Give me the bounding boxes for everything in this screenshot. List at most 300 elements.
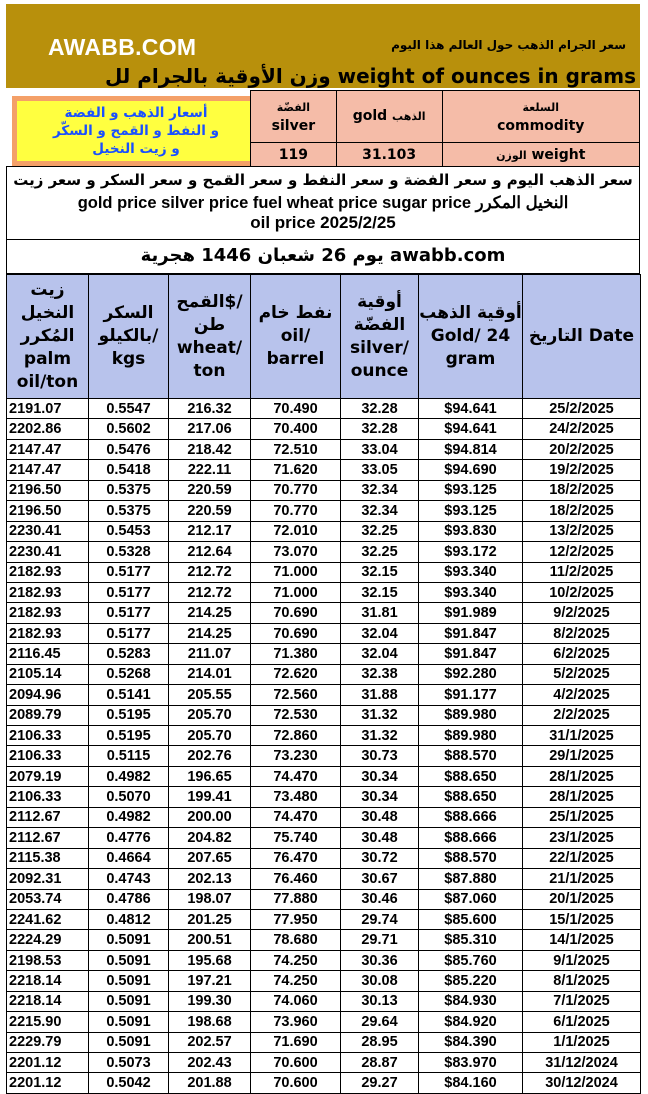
palm-cell: 2218.14 [7,971,89,991]
table-row [7,521,641,541]
price-table-body [7,399,641,1094]
header-line: wheat/ [176,337,243,358]
wheat-cell: 212.72 [169,582,251,602]
header-line: silver/ [350,337,409,358]
date-cell: 13/2/2025 [523,521,641,541]
gold-cell: $93.830 [419,521,523,541]
silver-cell: 28.95 [341,1032,419,1052]
gold-cell: $94.641 [419,399,523,419]
gold-cell: $94.814 [419,439,523,459]
date-cell: 6/1/2025 [523,1012,641,1032]
sugar-cell: 0.5091 [89,991,169,1011]
wheat-cell: 214.25 [169,603,251,623]
palm-cell: 2106.33 [7,787,89,807]
silver-cell: 29.27 [341,1073,419,1093]
palm-cell: 2182.93 [7,623,89,643]
palm-cell: 2079.19 [7,766,89,786]
table-row [7,419,641,439]
promo-line: و النفط و القمح و السكّر [53,123,219,139]
wheat-cell: 197.21 [169,971,251,991]
date-cell: 8/2/2025 [523,623,641,643]
gold-cell: $88.570 [419,746,523,766]
silver-cell: 31.81 [341,603,419,623]
table-row [7,1053,641,1073]
sugar-cell: 0.5141 [89,685,169,705]
oil-cell: 74.250 [251,950,341,970]
oil-cell: 73.480 [251,787,341,807]
silver-cell: 31.32 [341,705,419,725]
oil-cell: 74.470 [251,807,341,827]
oil-cell: 73.230 [251,746,341,766]
date-cell: 24/2/2025 [523,419,641,439]
table-row [7,787,641,807]
silver-cell: 33.05 [341,460,419,480]
sugar-cell: 0.5091 [89,950,169,970]
description-line-en: gold price silver price fuel wheat price sugar price النخيل المكرر [77,194,569,212]
wheat-cell: 220.59 [169,480,251,500]
palm-cell: 2230.41 [7,542,89,562]
wheat-header [169,275,251,399]
date-cell: 2/2/2025 [523,705,641,725]
sugar-cell: 0.5547 [89,399,169,419]
sugar-cell: 0.4743 [89,869,169,889]
date-cell: 14/1/2025 [523,930,641,950]
sugar-cell: 0.5177 [89,623,169,643]
header-line: kgs [111,349,146,369]
wheat-cell: 214.25 [169,623,251,643]
date-cell: 20/2/2025 [523,439,641,459]
header-line: المُكرر [20,326,75,346]
gold-cell: $94.690 [419,460,523,480]
palm-cell: 2201.12 [7,1073,89,1093]
date-cell: 18/2/2025 [523,480,641,500]
table-row [7,828,641,848]
silver-cell: 30.67 [341,869,419,889]
gold-cell: $91.177 [419,685,523,705]
sugar-cell: 0.4982 [89,766,169,786]
silver-cell: 30.48 [341,807,419,827]
oil-cell: 70.690 [251,603,341,623]
header-line: Gold/ 24 [430,326,511,346]
date-cell: 8/1/2025 [523,971,641,991]
date-cell: 28/1/2025 [523,766,641,786]
table-row [7,950,641,970]
date-cell: 20/1/2025 [523,889,641,909]
gold-cell: $85.220 [419,971,523,991]
wheat-cell: 212.64 [169,542,251,562]
date-cell: 7/1/2025 [523,991,641,1011]
oil-cell: 70.600 [251,1053,341,1073]
palm-cell: 2105.14 [7,664,89,684]
table-row [7,480,641,500]
header-line: oil/ton [16,372,79,392]
gold-cell: $92.280 [419,664,523,684]
header-line: القمح$/ [176,291,243,312]
wheat-cell: 212.17 [169,521,251,541]
oil-cell: 71.620 [251,460,341,480]
oil-cell: 72.860 [251,726,341,746]
palm-cell: 2053.74 [7,889,89,909]
silver-cell: 32.25 [341,542,419,562]
gold-cell: $84.160 [419,1073,523,1093]
date-cell: 5/2/2025 [523,664,641,684]
silver-cell: 32.04 [341,623,419,643]
silver-cell: 32.25 [341,521,419,541]
commodity-header: السلعة commodity [442,91,639,143]
header-line: النخيل [20,303,75,323]
sugar-cell: 0.5091 [89,1012,169,1032]
promo-box [12,96,260,166]
table-row [7,542,641,562]
date-cell: 21/1/2025 [523,869,641,889]
header-line: palm [23,349,72,369]
gold-cell: $88.650 [419,787,523,807]
gold-cell: $94.641 [419,419,523,439]
palm-oil-header [7,275,89,399]
oil-cell: 71.690 [251,1032,341,1052]
gold-cell: $84.930 [419,991,523,1011]
gold-cell: $88.650 [419,766,523,786]
date-cell: 29/1/2025 [523,746,641,766]
gold-cell: $87.060 [419,889,523,909]
description-block [6,166,640,240]
sugar-cell: 0.5283 [89,644,169,664]
header-line: السكر [103,303,154,323]
weight-label: الوزن weight [442,143,639,167]
ounce-weight-title: وزن الأوقية بالجرام لل weight of ounces in grams [104,64,636,88]
silver-cell: 31.32 [341,726,419,746]
header-line: زيت [30,280,65,300]
silver-cell: 32.34 [341,501,419,521]
gold-cell: $93.172 [419,542,523,562]
oil-cell: 74.060 [251,991,341,1011]
commodity-weight-table [250,90,640,167]
oil-cell: 70.770 [251,480,341,500]
table-row [7,664,641,684]
date-cell: 4/2/2025 [523,685,641,705]
sugar-cell: 0.5375 [89,480,169,500]
palm-cell: 2094.96 [7,685,89,705]
palm-cell: 2196.50 [7,501,89,521]
silver-cell: 30.48 [341,828,419,848]
wheat-cell: 214.01 [169,664,251,684]
palm-cell: 2112.67 [7,807,89,827]
date-cell: 30/12/2024 [523,1073,641,1093]
wheat-cell: 207.65 [169,848,251,868]
date-cell: 28/1/2025 [523,787,641,807]
table-row [7,460,641,480]
oil-header [251,275,341,399]
silver-cell: 32.28 [341,419,419,439]
silver-cell: 32.38 [341,664,419,684]
date-cell: 1/1/2025 [523,1032,641,1052]
table-row [7,1032,641,1052]
wheat-cell: 216.32 [169,399,251,419]
wheat-cell: 205.70 [169,726,251,746]
palm-cell: 2115.38 [7,848,89,868]
gold-cell: $93.125 [419,501,523,521]
sugar-header [89,275,169,399]
oil-cell: 74.250 [251,971,341,991]
palm-cell: 2182.93 [7,603,89,623]
palm-cell: 2198.53 [7,950,89,970]
silver-cell: 32.28 [341,399,419,419]
wheat-cell: 202.43 [169,1053,251,1073]
table-row [7,623,641,643]
silver-cell: 30.36 [341,950,419,970]
wheat-cell: 205.70 [169,705,251,725]
header-line: التاريخ Date [528,326,635,346]
palm-cell: 2092.31 [7,869,89,889]
oil-cell: 70.770 [251,501,341,521]
palm-cell: 2112.67 [7,828,89,848]
table-row [7,807,641,827]
oil-cell: 70.490 [251,399,341,419]
date-cell: 19/2/2025 [523,460,641,480]
oil-cell: 72.010 [251,521,341,541]
sugar-cell: 0.5070 [89,787,169,807]
date-cell: 9/1/2025 [523,950,641,970]
wheat-cell: 195.68 [169,950,251,970]
oil-cell: 72.530 [251,705,341,725]
table-row [7,705,641,725]
header-line: barrel [266,349,325,369]
oil-cell: 77.950 [251,909,341,929]
table-row [7,909,641,929]
wheat-cell: 201.25 [169,909,251,929]
table-row [7,1073,641,1093]
wheat-cell: 218.42 [169,439,251,459]
gold-header [419,275,523,399]
silver-cell: 32.04 [341,644,419,664]
silver-cell: 32.34 [341,480,419,500]
header-line: بالكيلو/ [98,326,159,346]
gold-weight: 31.103 [336,143,442,167]
wheat-cell: 202.57 [169,1032,251,1052]
header-line: أوقية الذهب [419,303,522,323]
sugar-cell: 0.5177 [89,562,169,582]
sugar-cell: 0.5073 [89,1053,169,1073]
sugar-cell: 0.5042 [89,1073,169,1093]
table-row [7,399,641,419]
table-row [7,848,641,868]
sugar-cell: 0.5115 [89,746,169,766]
table-row [7,439,641,459]
header-line: gram [445,349,496,369]
palm-cell: 2182.93 [7,562,89,582]
table-row [7,766,641,786]
silver-header [341,275,419,399]
weight-row [251,143,640,167]
table-row [7,746,641,766]
date-cell: 18/2/2025 [523,501,641,521]
gold-cell: $91.989 [419,603,523,623]
date-cell: 25/1/2025 [523,807,641,827]
description-line-date: oil price 2025/2/25 [250,213,396,232]
wheat-cell: 205.55 [169,685,251,705]
silver-cell: 30.13 [341,991,419,1011]
oil-cell: 70.600 [251,1073,341,1093]
silver-header: الفضّة silver [251,91,337,143]
palm-cell: 2089.79 [7,705,89,725]
palm-cell: 2218.14 [7,991,89,1011]
sugar-cell: 0.5091 [89,930,169,950]
gold-cell: $84.920 [419,1012,523,1032]
wheat-cell: 199.30 [169,991,251,1011]
table-row [7,726,641,746]
date-cell: 22/1/2025 [523,848,641,868]
sugar-cell: 0.5453 [89,521,169,541]
wheat-cell: 202.76 [169,746,251,766]
date-cell: 6/2/2025 [523,644,641,664]
palm-cell: 2191.07 [7,399,89,419]
gold-cell: $85.600 [419,909,523,929]
gold-cell: $85.310 [419,930,523,950]
table-row [7,582,641,602]
palm-cell: 2116.45 [7,644,89,664]
palm-cell: 2106.33 [7,746,89,766]
oil-cell: 76.470 [251,848,341,868]
oil-cell: 71.000 [251,582,341,602]
date-cell: 23/1/2025 [523,828,641,848]
sugar-cell: 0.4812 [89,909,169,929]
table-row [7,685,641,705]
oil-cell: 73.960 [251,1012,341,1032]
wheat-cell: 222.11 [169,460,251,480]
site-name[interactable]: AWABB.COM [48,34,197,60]
date-cell: 15/1/2025 [523,909,641,929]
gold-cell: $83.970 [419,1053,523,1073]
wheat-cell: 198.07 [169,889,251,909]
silver-cell: 31.88 [341,685,419,705]
header-line: oil/ [280,326,311,346]
silver-cell: 30.73 [341,746,419,766]
header-line: طن [193,314,226,335]
sugar-cell: 0.4982 [89,807,169,827]
sugar-cell: 0.5418 [89,460,169,480]
silver-cell: 30.34 [341,787,419,807]
silver-cell: 28.87 [341,1053,419,1073]
wheat-cell: 217.06 [169,419,251,439]
silver-cell: 32.15 [341,562,419,582]
oil-cell: 72.510 [251,439,341,459]
wheat-cell: 204.82 [169,828,251,848]
gold-cell: $93.340 [419,562,523,582]
gold-cell: $88.666 [419,807,523,827]
oil-cell: 78.680 [251,930,341,950]
page-header [6,4,640,88]
silver-cell: 30.46 [341,889,419,909]
silver-cell: 29.74 [341,909,419,929]
date-cell: 25/2/2025 [523,399,641,419]
sugar-cell: 0.5091 [89,1032,169,1052]
gold-cell: $93.125 [419,480,523,500]
sugar-cell: 0.5091 [89,971,169,991]
date-cell: 12/2/2025 [523,542,641,562]
table-row [7,889,641,909]
description-line-ar: سعر الذهب اليوم و سعر الفضة و سعر النفط و سعر القمح و سعر السكر و سعر زيت [13,171,633,189]
silver-weight: 119 [251,143,337,167]
header-line: ton [193,360,226,381]
wheat-cell: 198.68 [169,1012,251,1032]
wheat-cell: 212.72 [169,562,251,582]
silver-cell: 30.08 [341,971,419,991]
header-line: أوقية [357,291,402,312]
silver-cell: 33.04 [341,439,419,459]
sugar-cell: 0.5375 [89,501,169,521]
sugar-cell: 0.4664 [89,848,169,868]
date-header [523,275,641,399]
date-cell: 11/2/2025 [523,562,641,582]
palm-cell: 2201.12 [7,1053,89,1073]
oil-cell: 77.880 [251,889,341,909]
palm-cell: 2196.50 [7,480,89,500]
table-row [7,501,641,521]
sugar-cell: 0.5177 [89,603,169,623]
silver-cell: 29.64 [341,1012,419,1032]
oil-cell: 74.470 [251,766,341,786]
sugar-cell: 0.5195 [89,726,169,746]
wheat-cell: 199.41 [169,787,251,807]
sugar-cell: 0.4776 [89,828,169,848]
table-row [7,991,641,1011]
oil-cell: 72.560 [251,685,341,705]
sugar-cell: 0.5476 [89,439,169,459]
palm-cell: 2147.47 [7,460,89,480]
commodity-header-row [251,91,640,143]
gold-cell: $93.340 [419,582,523,602]
gold-cell: $89.980 [419,705,523,725]
gold-header: gold الذهب [336,91,442,143]
table-row [7,562,641,582]
gold-cell: $89.980 [419,726,523,746]
table-row [7,603,641,623]
wheat-cell: 200.51 [169,930,251,950]
palm-cell: 2224.29 [7,930,89,950]
wheat-cell: 211.07 [169,644,251,664]
header-line: ounce [350,360,409,381]
sugar-cell: 0.5328 [89,542,169,562]
wheat-cell: 200.00 [169,807,251,827]
gold-cell: $88.570 [419,848,523,868]
table-row [7,930,641,950]
oil-cell: 70.400 [251,419,341,439]
sugar-cell: 0.5602 [89,419,169,439]
table-row [7,971,641,991]
palm-cell: 2202.86 [7,419,89,439]
palm-cell: 2230.41 [7,521,89,541]
palm-cell: 2215.90 [7,1012,89,1032]
table-row [7,644,641,664]
oil-cell: 71.380 [251,644,341,664]
sugar-cell: 0.5195 [89,705,169,725]
gold-cell: $91.847 [419,644,523,664]
sugar-cell: 0.4786 [89,889,169,909]
silver-cell: 32.15 [341,582,419,602]
gold-cell: $84.390 [419,1032,523,1052]
silver-cell: 30.34 [341,766,419,786]
oil-cell: 72.620 [251,664,341,684]
table-row [7,1012,641,1032]
gold-cell: $87.880 [419,869,523,889]
sugar-cell: 0.5177 [89,582,169,602]
hijri-date-row: يوم 26 شعبان 1446 هجرية awabb.com [6,240,640,274]
sugar-cell: 0.5268 [89,664,169,684]
price-history-table [6,274,641,1094]
silver-cell: 30.72 [341,848,419,868]
header-line: نفط خام [258,303,333,323]
gold-cell: $88.666 [419,828,523,848]
